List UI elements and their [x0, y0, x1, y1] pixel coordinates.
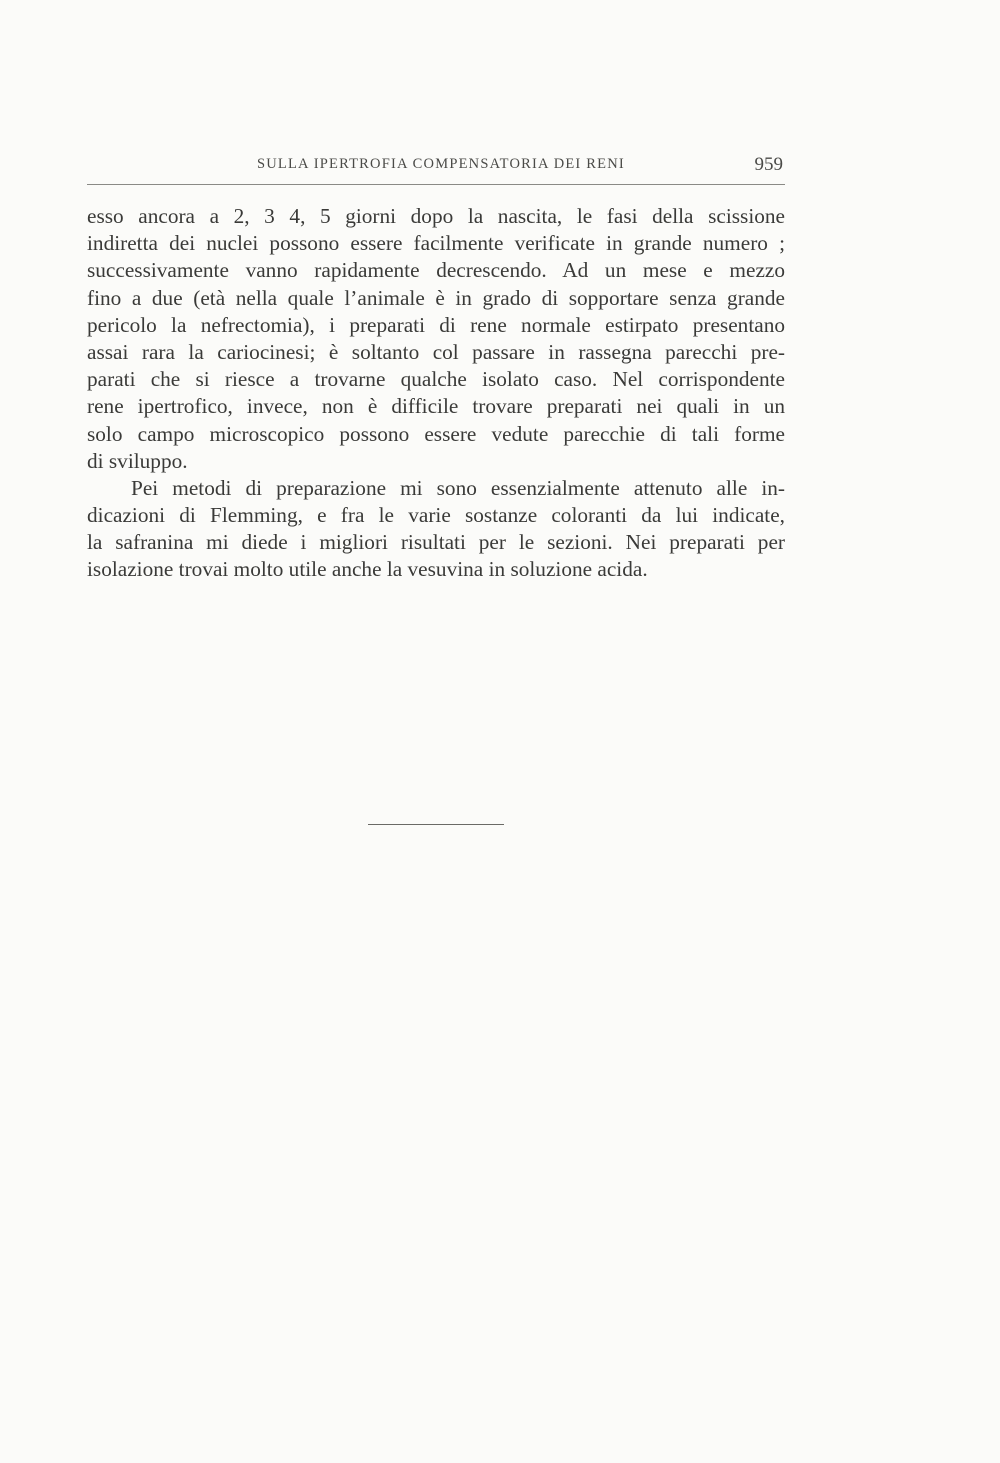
text-line: successivamente vanno rapidamente decrescendo. Ad un mese e mezzo	[87, 258, 785, 283]
text-line: pericolo la nefrectomia), i preparati di rene normale estirpato presentano	[87, 312, 785, 337]
text-line: indiretta dei nuclei possono essere facilmente verificate in grande numero ;	[87, 231, 785, 256]
section-end-rule	[368, 824, 504, 825]
text-line: Pei metodi di preparazione mi sono essenzialmente attenuto alle in-	[131, 475, 785, 500]
text-line: parati che si riesce a trovarne qualche isolato caso. Nel corrispondente	[87, 367, 785, 392]
body-text	[87, 203, 785, 584]
text-line: isolazione trovai molto utile anche la vesuvina in soluzione acida.	[87, 557, 648, 582]
text-line: solo campo microscopico possono essere vedute parecchie di tali forme	[87, 421, 785, 446]
paragraph-1	[87, 203, 785, 475]
page-number: 959	[754, 154, 783, 175]
header-rule	[87, 184, 785, 185]
running-head	[87, 150, 785, 186]
text-line: fino a due (età nella quale l’animale è in grado di sopportare senza grande	[87, 285, 785, 310]
text-line: di sviluppo.	[87, 448, 188, 473]
text-line: dicazioni di Flemming, e fra le varie sostanze coloranti da lui indicate,	[87, 503, 785, 528]
text-line: assai rara la cariocinesi; è soltanto col passare in rassegna parecchi pre-	[87, 339, 785, 364]
running-title: SULLA IPERTROFIA COMPENSATORIA DEI RENI	[257, 156, 625, 172]
paragraph-2	[87, 475, 785, 584]
text-line: la safranina mi diede i migliori risultati per le sezioni. Nei preparati per	[87, 530, 785, 555]
text-line: rene ipertrofico, invece, non è difficile trovare preparati nei quali in un	[87, 394, 785, 419]
text-line: esso ancora a 2, 3 4, 5 giorni dopo la nascita, le fasi della scissione	[87, 204, 785, 228]
